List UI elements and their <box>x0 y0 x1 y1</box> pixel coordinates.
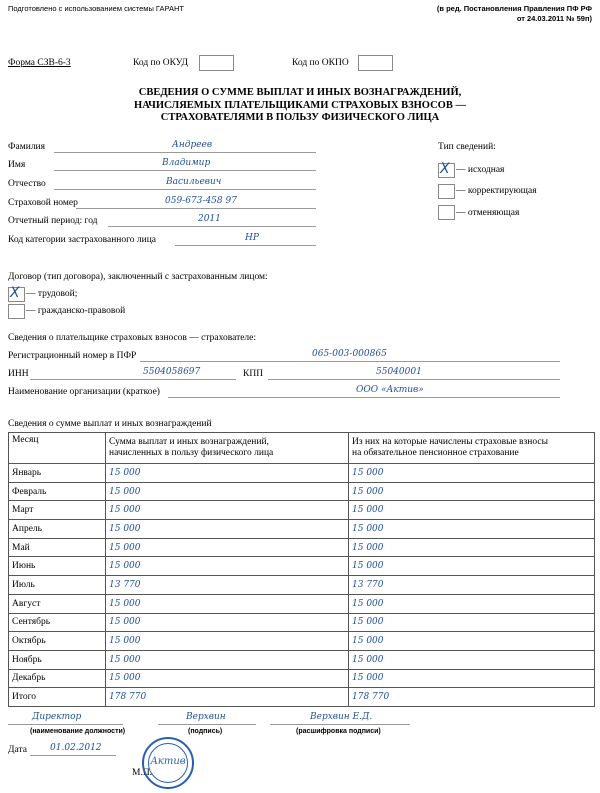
okud-field[interactable] <box>199 55 234 71</box>
sum-cell[interactable]: 15 000 <box>106 464 349 483</box>
reg-value[interactable]: 065-003-000865 <box>312 349 387 359</box>
info-cancelling-checkbox[interactable] <box>438 205 455 220</box>
col-month-header: Месяц <box>9 433 106 464</box>
sum-cell[interactable]: 15 000 <box>106 482 349 501</box>
table-row <box>9 650 595 669</box>
sum-cell[interactable]: 15 000 <box>106 632 349 651</box>
month-cell: Февраль <box>9 482 106 501</box>
table-header-row <box>9 433 595 464</box>
ins-cell[interactable]: 15 000 <box>349 594 595 613</box>
info-cancelling-label: — отменяющая <box>456 208 520 218</box>
sum-cell[interactable]: 15 000 <box>106 613 349 632</box>
sum-cell[interactable]: 15 000 <box>106 669 349 688</box>
sum-cell[interactable]: 178 770 <box>106 688 349 707</box>
okpo-label: Код по ОКПО <box>292 58 349 68</box>
stamp-text: Актив <box>150 756 186 767</box>
decoding-value[interactable]: Верхвин Е.Д. <box>310 712 373 722</box>
ins-cell[interactable]: 15 000 <box>349 650 595 669</box>
month-cell: Сентябрь <box>9 613 106 632</box>
table-row <box>9 613 595 632</box>
surname-label: Фамилия <box>8 142 46 152</box>
month-cell: Июнь <box>9 557 106 576</box>
sum-cell[interactable]: 15 000 <box>106 520 349 539</box>
month-cell: Май <box>9 538 106 557</box>
month-cell: Декабрь <box>9 669 106 688</box>
patronymic-label: Отчество <box>8 179 46 189</box>
name-label: Имя <box>8 160 26 170</box>
inn-label: ИНН <box>8 369 29 379</box>
insurance-label: Страховой номер <box>8 198 78 208</box>
table-row <box>9 632 595 651</box>
category-value[interactable]: НР <box>245 233 259 243</box>
edition-note-2: от 24.03.2011 № 59п) <box>516 14 592 23</box>
sum-cell[interactable]: 13 770 <box>106 576 349 595</box>
col-ins-header-2: на обязательное пенсионное страхование <box>352 448 519 458</box>
table-row <box>9 594 595 613</box>
info-corrective-label: — корректирующая <box>456 186 537 196</box>
position-value[interactable]: Директор <box>32 712 82 722</box>
table-section-label: Сведения о сумме выплат и иных вознаграждений <box>8 419 212 429</box>
okud-label: Код по ОКУД <box>133 58 189 68</box>
sign-value[interactable]: Верхвин <box>186 712 226 722</box>
sum-cell[interactable]: 15 000 <box>106 557 349 576</box>
ins-cell[interactable]: 15 000 <box>349 613 595 632</box>
sum-cell[interactable]: 15 000 <box>106 538 349 557</box>
surname-value[interactable]: Андреев <box>172 140 213 150</box>
payer-section-label: Сведения о плательщике страховых взносов — страхователе: <box>8 333 257 343</box>
month-cell: Июль <box>9 576 106 595</box>
table-row <box>9 501 595 520</box>
form-title <box>0 87 600 125</box>
ins-cell[interactable]: 15 000 <box>349 464 595 483</box>
title-line-1: СВЕДЕНИЯ О СУММЕ ВЫПЛАТ И ИНЫХ ВОЗНАГРАЖДЕНИЙ, <box>138 87 462 98</box>
col-sum-header <box>106 433 349 464</box>
contract-civil-label: — гражданско-правовой <box>26 306 126 316</box>
month-cell: Ноябрь <box>9 650 106 669</box>
position-caption: (наименование должности) <box>30 728 126 735</box>
month-cell: Апрель <box>9 520 106 539</box>
table-row <box>9 669 595 688</box>
table-row <box>9 576 595 595</box>
table-row <box>9 464 595 483</box>
title-line-3: СТРАХОВАТЕЛЯМИ В ПОЛЬЗУ ФИЗИЧЕСКОГО ЛИЦА <box>160 112 440 123</box>
date-value[interactable]: 01.02.2012 <box>50 743 102 753</box>
col-sum-header-1: Сумма выплат и иных вознаграждений, <box>109 437 269 447</box>
inn-value[interactable]: 5504058697 <box>143 367 201 377</box>
ins-cell[interactable]: 15 000 <box>349 669 595 688</box>
okpo-field[interactable] <box>358 55 393 71</box>
form-code: Форма СЗВ-6-3 <box>8 58 71 68</box>
mp-label: М.П. <box>132 768 153 778</box>
kpp-label: КПП <box>243 369 264 379</box>
decoding-caption: (расшифровка подписи) <box>296 728 381 735</box>
contract-labor-label: — трудовой; <box>26 289 78 299</box>
sum-cell[interactable]: 15 000 <box>106 501 349 520</box>
org-value[interactable]: ООО «Актив» <box>356 385 424 395</box>
organization-stamp <box>142 737 194 789</box>
info-type-label: Тип сведений: <box>438 142 496 152</box>
sum-cell[interactable]: 15 000 <box>106 594 349 613</box>
ins-cell[interactable]: 15 000 <box>349 501 595 520</box>
month-cell: Октябрь <box>9 632 106 651</box>
name-value[interactable]: Владимир <box>162 158 211 168</box>
info-original-checkbox[interactable]: X <box>438 163 455 178</box>
sum-cell[interactable]: 15 000 <box>106 650 349 669</box>
salary-table <box>8 432 595 707</box>
table-row <box>9 520 595 539</box>
ins-cell[interactable]: 178 770 <box>349 688 595 707</box>
sign-caption: (подпись) <box>188 728 223 735</box>
ins-cell[interactable]: 15 000 <box>349 632 595 651</box>
kpp-value[interactable]: 55040001 <box>376 367 422 377</box>
month-cell: Итого <box>9 688 106 707</box>
contract-labor-checkbox[interactable]: X <box>8 287 25 302</box>
month-cell: Март <box>9 501 106 520</box>
col-ins-header-1: Из них на которые начислены страховые взносы <box>352 437 548 447</box>
category-label: Код категории застрахованного лица <box>8 235 157 245</box>
title-line-2: НАЧИСЛЯЕМЫХ ПЛАТЕЛЬЩИКАМИ СТРАХОВЫХ ВЗНОСОВ — <box>134 99 466 111</box>
table-row <box>9 482 595 501</box>
prepared-note: Подготовлено с использованием системы ГАРАНТ <box>8 4 184 13</box>
org-label: Наименование организации (краткое) <box>8 387 160 397</box>
contract-civil-checkbox[interactable] <box>8 304 25 319</box>
edition-note-1: (в ред. Постановления Правления ПФ РФ <box>436 4 592 13</box>
period-value[interactable]: 2011 <box>198 214 221 224</box>
period-label: Отчетный период: год <box>8 216 98 226</box>
table-row <box>9 557 595 576</box>
col-sum-header-2: начисленных в пользу физического лица <box>109 448 274 458</box>
ins-cell[interactable]: 15 000 <box>349 482 595 501</box>
table-row <box>9 538 595 557</box>
insurance-value[interactable]: 059-673-458 97 <box>165 196 237 206</box>
contract-label: Договор (тип договора), заключенный с застрахованным лицом: <box>8 272 268 282</box>
month-cell: Январь <box>9 464 106 483</box>
table-row <box>9 688 595 707</box>
patronymic-value[interactable]: Васильевич <box>166 177 222 187</box>
ins-cell[interactable]: 15 000 <box>349 520 595 539</box>
month-cell: Август <box>9 594 106 613</box>
col-ins-header <box>349 433 595 464</box>
ins-cell[interactable]: 13 770 <box>349 576 595 595</box>
ins-cell[interactable]: 15 000 <box>349 557 595 576</box>
info-corrective-checkbox[interactable] <box>438 184 455 199</box>
ins-cell[interactable]: 15 000 <box>349 538 595 557</box>
date-label: Дата <box>8 745 27 755</box>
info-original-label: — исходная <box>456 165 505 175</box>
reg-label: Регистрационный номер в ПФР <box>8 351 137 361</box>
